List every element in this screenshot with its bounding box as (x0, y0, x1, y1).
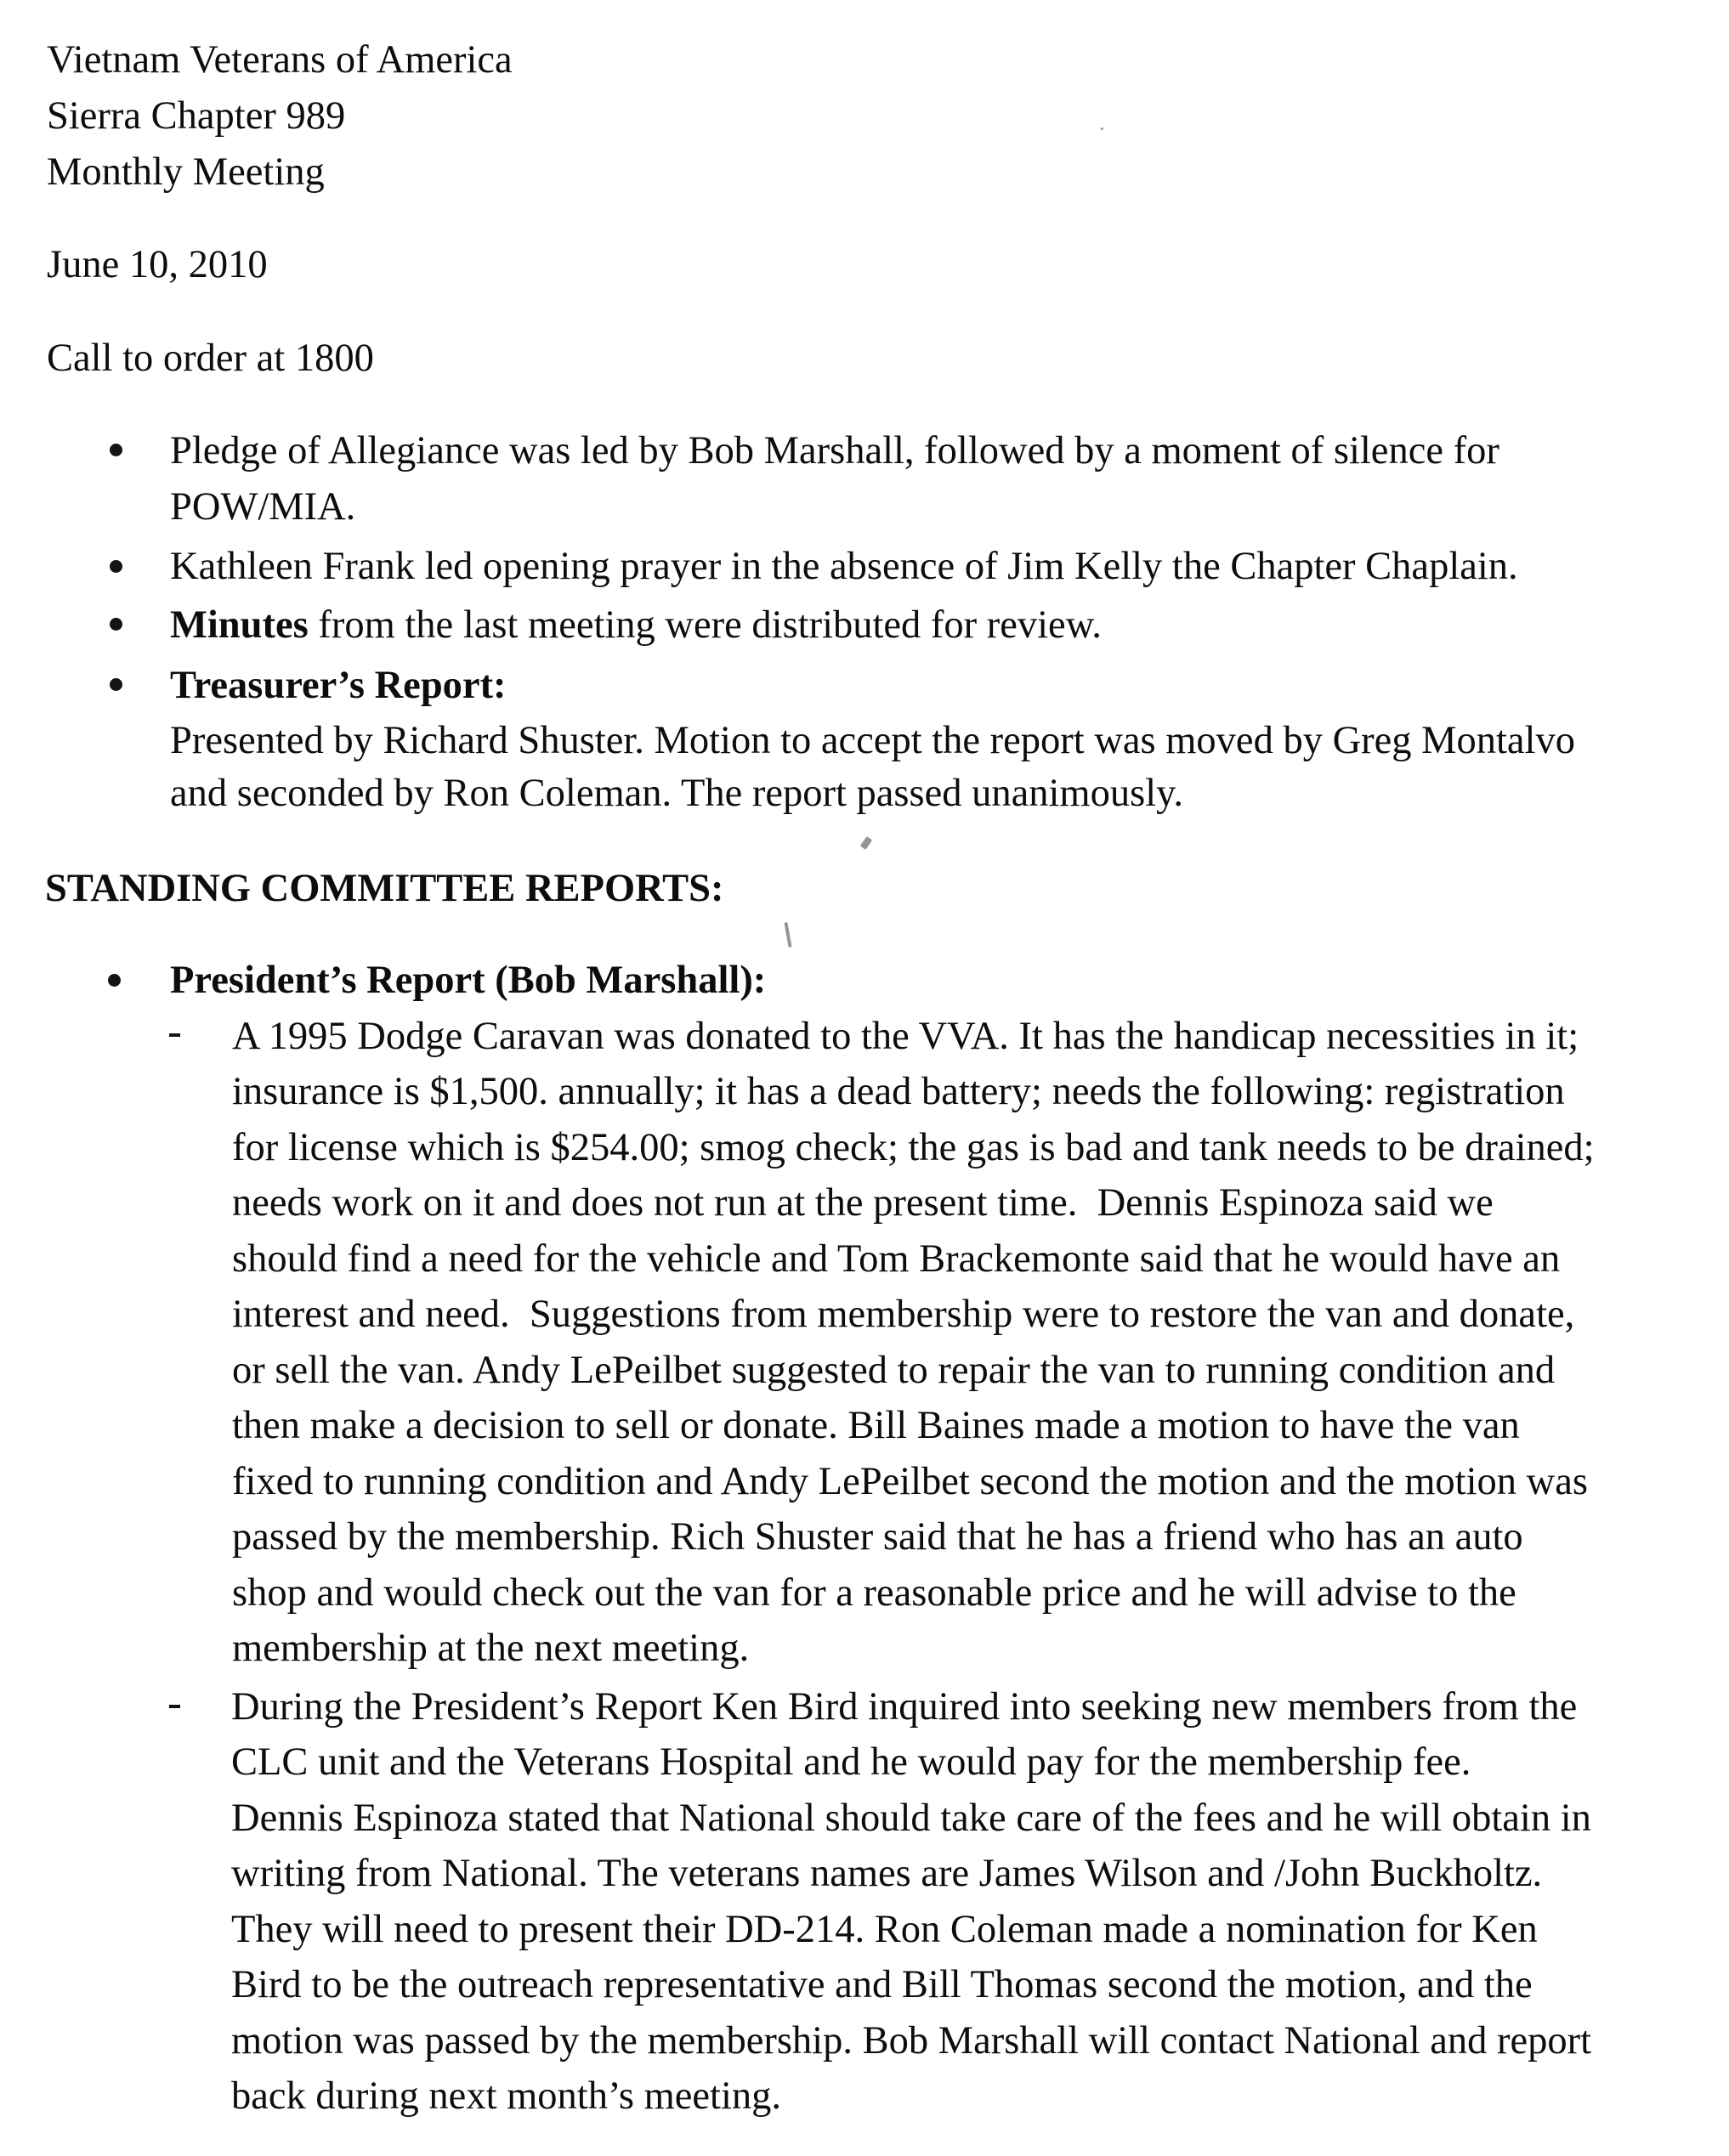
meeting-type: Monthly Meeting (47, 150, 325, 194)
treasurer-line-2: and seconded by Ron Coleman. The report passed unanimously. (170, 772, 1183, 815)
dash-icon (169, 1033, 180, 1037)
president-item-1-line: needs work on it and does not run at the present time. Dennis Espinoza said we (232, 1181, 1494, 1225)
minutes-label: Minutes (170, 603, 309, 647)
pledge-line-1: Pledge of Allegiance was led by Bob Marshall, followed by a moment of silence for (170, 429, 1499, 473)
call-to-order: Call to order at 1800 (47, 337, 374, 380)
prayer-line: Kathleen Frank led opening prayer in the absence of Jim Kelly the Chapter Chaplain. (170, 545, 1518, 588)
bullet-icon (110, 560, 122, 573)
scan-mark (1101, 127, 1103, 130)
president-item-2-line: back during next month’s meeting. (231, 2074, 782, 2118)
scan-mark (784, 922, 791, 948)
president-item-2-line: They will need to present their DD-214. Ron Coleman made a nomination for Ken (231, 1908, 1538, 1951)
president-item-2-line: Dennis Espinoza stated that National should take care of the fees and he will obtain in (231, 1797, 1591, 1840)
scan-mark (860, 836, 873, 850)
pledge-line-2: POW/MIA. (170, 485, 356, 529)
minutes-text: from the last meeting were distributed for review. (308, 603, 1102, 647)
chapter-name: Sierra Chapter 989 (47, 94, 346, 138)
president-item-2-line: CLC unit and the Veterans Hospital and he would pay for the membership fee. (231, 1740, 1471, 1784)
president-item-1-line: passed by the membership. Rich Shuster said that he has a friend who has an auto (232, 1515, 1523, 1559)
meeting-date: June 10, 2010 (47, 243, 268, 286)
treasurer-report-heading: Treasurer’s Report: (170, 664, 507, 707)
bullet-icon (110, 678, 122, 691)
president-item-1-line: A 1995 Dodge Caravan was donated to the VVA. It has the handicap necessities in it; (232, 1015, 1579, 1058)
president-item-1-line: interest and need. Suggestions from membership were to restore the van and donate, (232, 1293, 1575, 1336)
president-item-1-line: or sell the van. Andy LePeilbet suggested to repair the van to running condition and (232, 1349, 1556, 1392)
bullet-icon (110, 618, 122, 631)
president-item-2-line: Bird to be the outreach representative and Bill Thomas second the motion, and the (231, 1963, 1533, 2006)
bullet-icon (108, 974, 121, 987)
president-item-1-line: insurance is $1,500. annually; it has a dead battery; needs the following: registration (232, 1070, 1565, 1113)
president-item-1-line: should find a need for the vehicle and Tom Brackemonte said that he would have an (232, 1237, 1561, 1281)
minutes-line (170, 603, 1102, 647)
bullet-icon (110, 444, 122, 456)
president-item-1-line: then make a decision to sell or donate. Bill Baines made a motion to have the van (232, 1404, 1520, 1447)
president-item-2-line: motion was passed by the membership. Bob Marshall will contact National and report (231, 2019, 1592, 2063)
president-item-2-line: During the President’s Report Ken Bird inquired into seeking new members from the (231, 1685, 1578, 1729)
president-item-1-line: membership at the next meeting. (232, 1627, 750, 1670)
dash-icon (169, 1705, 180, 1708)
organization-name: Vietnam Veterans of America (47, 38, 513, 82)
treasurer-line-1: Presented by Richard Shuster. Motion to accept the report was moved by Greg Montalvo (170, 719, 1575, 762)
president-report-heading: President’s Report (Bob Marshall): (170, 959, 767, 1002)
standing-committee-heading: STANDING COMMITTEE REPORTS: (45, 867, 724, 910)
president-item-1-line: for license which is $254.00; smog check; the gas is bad and tank needs to be drained; (232, 1126, 1595, 1169)
president-item-1-line: fixed to running condition and Andy LePeilbet second the motion and the motion was (232, 1460, 1588, 1503)
president-item-2-line: writing from National. The veterans names are James Wilson and /John Buckholtz. (231, 1852, 1543, 1895)
president-item-1-line: shop and would check out the van for a reasonable price and he will advise to the (232, 1571, 1516, 1615)
